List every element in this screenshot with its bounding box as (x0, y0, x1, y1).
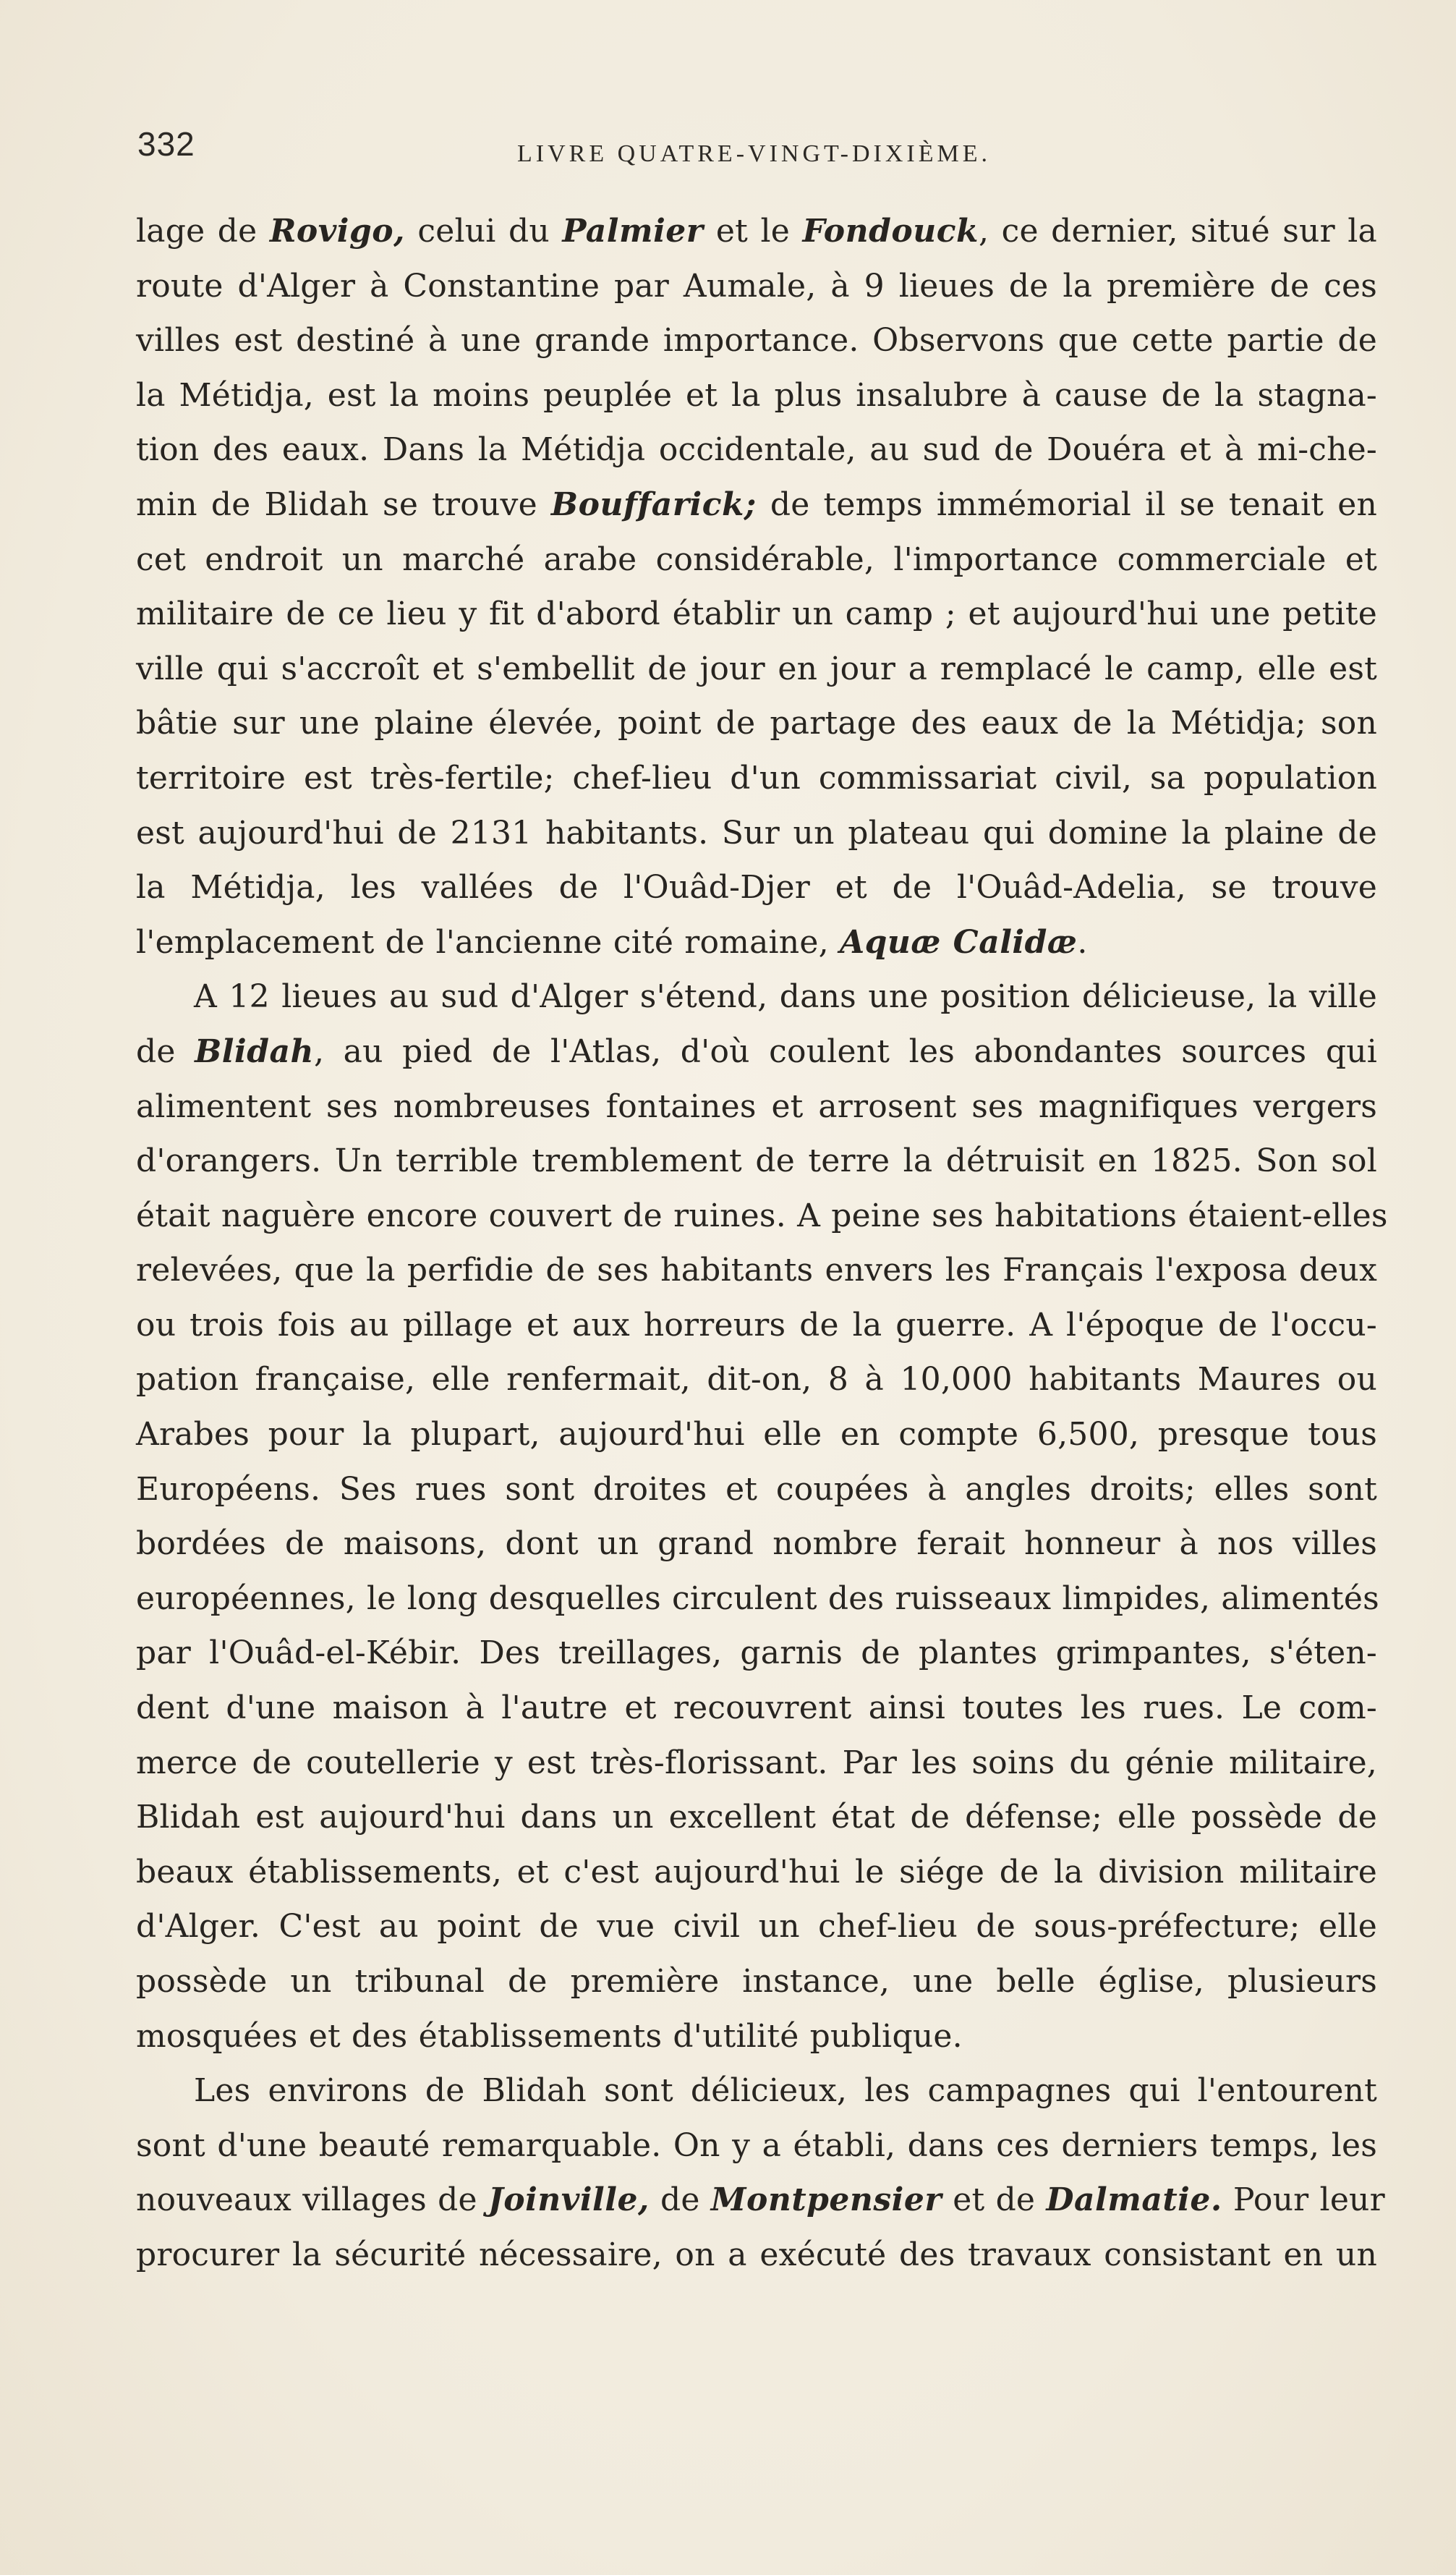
text-line: possède un tribunal de première instance, une belle église, plusieurs (136, 1963, 1377, 2000)
text-line: nouveaux villages de Joinville, de Montpensier et de Dalmatie. Pour leur (136, 2181, 1385, 2219)
text-line: merce de coutellerie y est très-florissant. Par les soins du génie militaire, (136, 1744, 1377, 1781)
text-line: Les environs de Blidah sont délicieux, les campagnes qui l'entourent (194, 2072, 1377, 2110)
text-line: d'Alger. C'est au point de vue civil un chef-lieu de sous-préfecture; elle (136, 1908, 1377, 1946)
text-line: procurer la sécurité nécessaire, on a exécuté des travaux consistant en un (136, 2236, 1377, 2273)
place-name: Dalmatie. (1046, 2181, 1222, 2219)
place-name: Bouffarick; (550, 485, 757, 523)
text-line: la Métidja, est la moins peuplée et la plus insalubre à cause de la stagna- (136, 376, 1377, 414)
text-line: pation française, elle renfermait, dit-on, 8 à 10,000 habitants Maures ou (136, 1361, 1377, 1399)
text-line: Européens. Ses rues sont droites et coupées à angles droits; elles sont (136, 1470, 1377, 1508)
place-name: Aquæ Calidæ (839, 923, 1078, 961)
place-name: Montpensier (710, 2181, 942, 2219)
text-line: mosquées et des établissements d'utilité publique. (136, 2017, 963, 2055)
text-line: par l'Ouâd-el-Kébir. Des treillages, garnis de plantes grimpantes, s'éten- (136, 1634, 1377, 1672)
text-line: alimentent ses nombreuses fontaines et arrosent ses magnifiques vergers (136, 1087, 1377, 1125)
text-line: A 12 lieues au sud d'Alger s'étend, dans une position délicieuse, la ville (194, 978, 1377, 1016)
place-name: Blidah (195, 1032, 314, 1070)
text-line: lage de Rovigo, celui du Palmier et le Fondouck, ce dernier, situé sur la (136, 213, 1377, 250)
text-line: de Blidah, au pied de l'Atlas, d'où coulent les abondantes sources qui (136, 1032, 1377, 1070)
text-line: bâtie sur une plaine élevée, point de partage des eaux de la Métidja; son (136, 705, 1377, 742)
text-line: la Métidja, les vallées de l'Ouâd-Djer et de l'Ouâd-Adelia, se trouve (136, 869, 1377, 907)
text-line: min de Blidah se trouve Bouffarick; de temps immémorial il se tenait en (136, 485, 1377, 523)
text-line: cet endroit un marché arabe considérable, l'importance commerciale et (136, 540, 1377, 578)
place-name: Fondouck (802, 213, 979, 250)
text-line: était naguère encore couvert de ruines. A peine ses habitations étaient-elles (136, 1197, 1388, 1234)
page-number: 332 (137, 125, 195, 163)
page-header (137, 124, 1410, 182)
text-line: d'orangers. Un terrible tremblement de terre la détruisit en 1825. Son sol (136, 1142, 1377, 1180)
place-name: Joinville, (488, 2181, 650, 2219)
text-line: villes est destiné à une grande importance. Observons que cette partie de (136, 322, 1377, 360)
text-line: l'emplacement de l'ancienne cité romaine, Aquæ Calidæ. (136, 923, 1088, 961)
text-line: militaire de ce lieu y fit d'abord établir un camp ; et aujourd'hui une petite (136, 595, 1377, 633)
text-line: route d'Alger à Constantine par Aumale, à 9 lieues de la première de ces (136, 267, 1377, 305)
place-name: Palmier (562, 213, 704, 250)
text-line: Blidah est aujourd'hui dans un excellent état de défense; elle possède de (136, 1799, 1377, 1836)
text-line: tion des eaux. Dans la Métidja occidentale, au sud de Douéra et à mi-che- (136, 431, 1377, 469)
text-line: ou trois fois au pillage et aux horreurs de la guerre. A l'époque de l'occu- (136, 1306, 1377, 1344)
text-line: ville qui s'accroît et s'embellit de jour en jour a remplacé le camp, elle est (136, 650, 1377, 687)
text-line: territoire est très-fertile; chef-lieu d'un commissariat civil, sa population (136, 759, 1377, 797)
text-line: est aujourd'hui de 2131 habitants. Sur un plateau qui domine la plaine de (136, 814, 1377, 852)
text-line: beaux établissements, et c'est aujourd'hui le siége de la division militaire (136, 1853, 1377, 1891)
text-line: dent d'une maison à l'autre et recouvrent ainsi toutes les rues. Le com- (136, 1689, 1377, 1727)
text-line: européennes, le long desquelles circulent des ruisseaux limpides, alimentés (136, 1579, 1379, 1617)
text-line: Arabes pour la plupart, aujourd'hui elle en compte 6,500, presque tous (136, 1416, 1377, 1454)
running-head: LIVRE QUATRE-VINGT-DIXIÈME. (517, 140, 991, 167)
text-line: bordées de maisons, dont un grand nombre ferait honneur à nos villes (136, 1525, 1377, 1563)
text-line: relevées, que la perfidie de ses habitants envers les Français l'exposa deux (136, 1252, 1377, 1289)
body-text (136, 204, 1388, 2283)
text-line: sont d'une beauté remarquable. On y a établi, dans ces derniers temps, les (136, 2126, 1377, 2164)
place-name: Rovigo, (269, 213, 405, 250)
